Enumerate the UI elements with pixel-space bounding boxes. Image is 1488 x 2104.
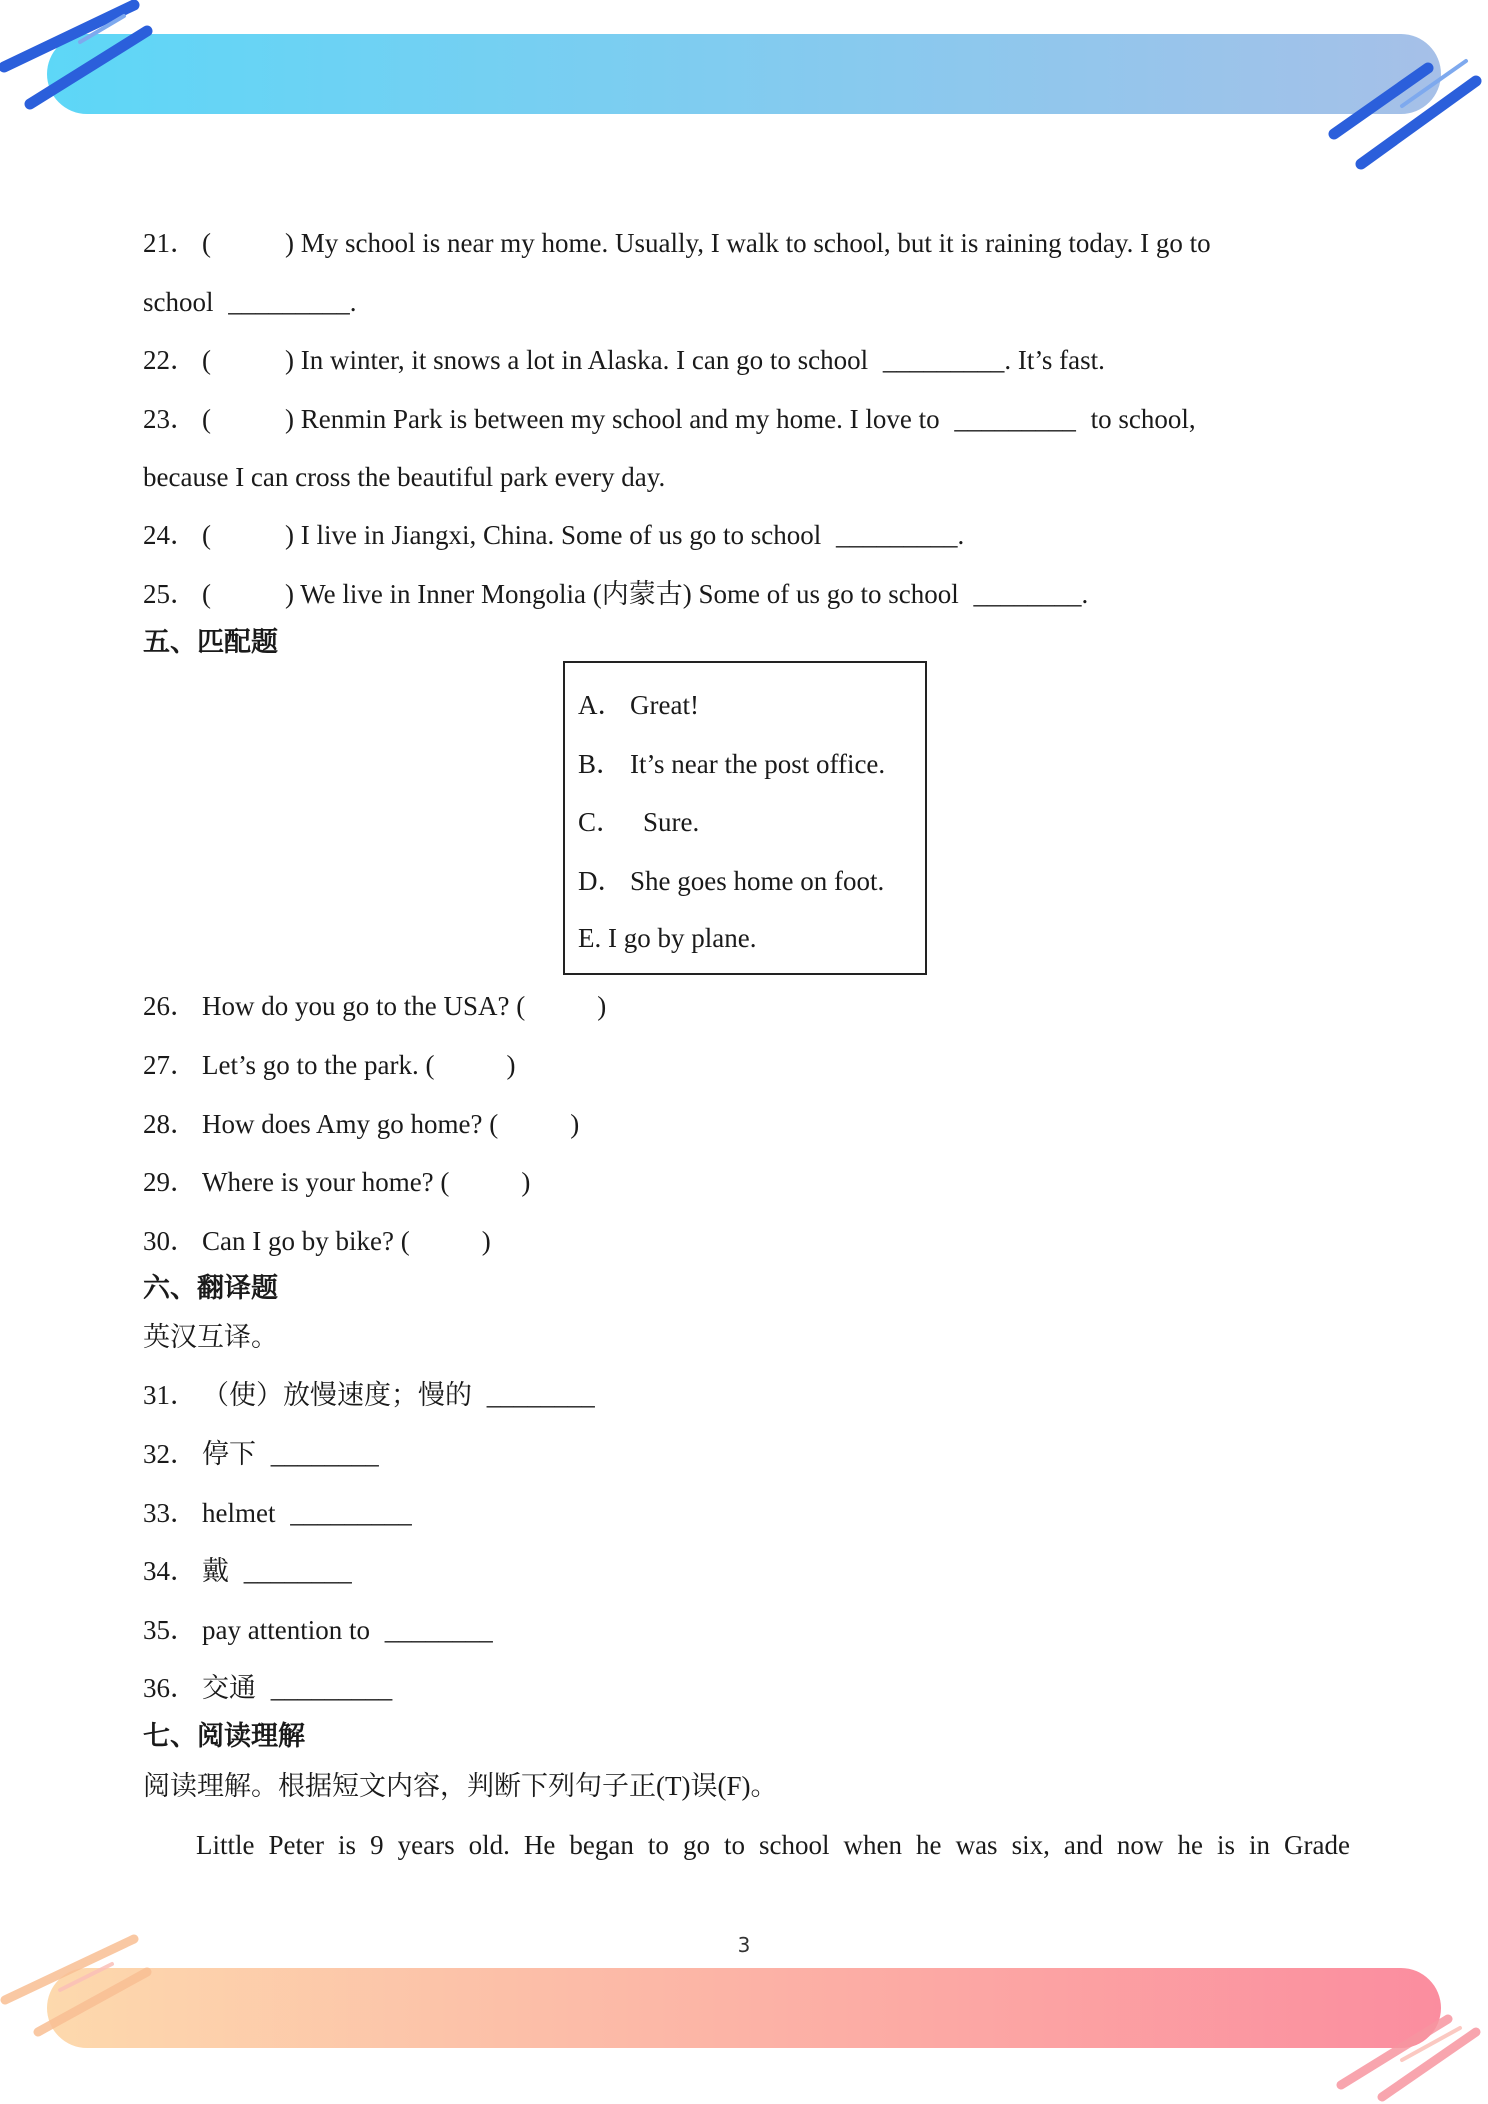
answer-paren-open: ( [425,1050,435,1080]
section-instruction: 阅读理解。根据短文内容，判断下列句子正(T)误(F)。 [143,1771,778,1801]
question-28 [143,1106,579,1142]
answer-paren-open: ( [440,1167,450,1197]
answer-paren-open: ( [202,228,211,258]
answer-paren-close: ) [481,1226,491,1256]
answer-blank: _________ [835,520,958,550]
option-text: Sure. [643,807,700,837]
question-text-end: . [1081,579,1089,609]
answer-blank: _________ [954,404,1076,434]
bottom-banner [47,1968,1441,2048]
section-instruction: 英汉互译。 [143,1322,278,1352]
answer-paren-close: ) [597,991,607,1021]
question-29 [143,1164,530,1200]
question-27 [143,1047,515,1083]
answer-paren-close: ) [570,1109,580,1139]
question-number: 24． [143,520,197,550]
answer-blank: _________ [270,1673,393,1703]
question-number: 22． [143,345,197,375]
question-31 [143,1377,595,1413]
option-d [578,863,884,899]
question-text: because I can cross the beautiful park every day. [143,462,666,492]
section-heading-matching: 五、匹配题 [143,627,278,657]
question-23 [143,401,1196,437]
answer-paren-close: ) [285,404,294,434]
answer-paren-close: ) [285,345,294,375]
option-b [578,746,885,782]
option-a [578,687,699,723]
answer-paren-open: ( [202,520,211,550]
question-text: Where is your home? [202,1167,434,1197]
question-number: 25． [143,579,197,609]
question-24 [143,517,964,553]
question-text: Let’s go to the park. [202,1050,419,1080]
question-33 [143,1495,412,1531]
answer-paren-open: ( [400,1226,410,1256]
top-banner [47,34,1441,114]
question-23-continuation [143,459,665,495]
question-text-end: . It’s fast. [1004,345,1105,375]
question-text: How does Amy go home? [202,1109,483,1139]
question-number: 23． [143,404,197,434]
question-text: 停下 [202,1439,256,1469]
question-21-continuation [143,284,357,320]
section-heading-translation: 六、翻译题 [143,1273,278,1303]
answer-paren-close: ) [285,228,294,258]
question-30 [143,1223,491,1259]
option-text: Great! [630,690,699,720]
option-letter: D． [578,866,625,896]
option-c [578,804,699,840]
option-letter: A． [578,690,625,720]
question-number: 36． [143,1673,197,1703]
answer-blank: _________ [882,345,1005,375]
answer-paren-close: ) [506,1050,516,1080]
question-text: Can I go by bike? [202,1226,394,1256]
question-21 [143,225,1211,261]
question-number: 29． [143,1167,197,1197]
question-number: 33． [143,1498,197,1528]
question-34 [143,1553,352,1589]
question-number: 21． [143,228,197,258]
question-text: pay attention to [202,1615,370,1645]
answer-blank: ________ [243,1556,352,1586]
matching-options-box [563,661,927,975]
page-number: 3 [737,1933,751,1957]
answer-blank: ________ [384,1615,493,1645]
answer-blank: ________ [973,579,1082,609]
answer-paren-close: ) [285,579,294,609]
question-text: We live in Inner Mongolia (内蒙古) Some of us go to school [300,579,959,609]
answer-blank: _________ [290,1498,412,1528]
question-number: 34． [143,1556,197,1586]
question-25 [143,576,1088,612]
question-32 [143,1436,379,1472]
question-text: 戴 [202,1556,229,1586]
answer-paren-open: ( [202,404,211,434]
question-text-end: to school, [1090,404,1196,434]
answer-paren-open: ( [202,579,211,609]
answer-blank: ________ [486,1380,595,1410]
question-number: 35． [143,1615,197,1645]
option-letter: E. [578,923,602,953]
option-text: She goes home on foot. [630,866,885,896]
question-text-end: . [349,287,357,317]
question-number: 30． [143,1226,197,1256]
answer-paren-open: ( [202,345,211,375]
question-text: My school is near my home. Usually, I walk to school, but it is raining today. I go to [300,228,1211,258]
question-text: （使）放慢速度；慢的 [202,1380,472,1410]
section-heading-reading: 七、阅读理解 [143,1721,305,1751]
question-26 [143,988,606,1024]
answer-blank: _________ [228,287,350,317]
question-text: How do you go to the USA? [202,991,510,1021]
option-letter: C． [578,807,624,837]
question-text: In winter, it snows a lot in Alaska. I can go to school [300,345,869,375]
question-text: Renmin Park is between my school and my home. I love to [300,404,940,434]
question-number: 31． [143,1380,197,1410]
question-35 [143,1612,493,1648]
option-letter: B． [578,749,624,779]
question-36 [143,1670,392,1706]
reading-passage: Little Peter is 9 years old. He began to go to school when he was six, and now he is in Grade [196,1830,1350,1860]
answer-paren-open: ( [489,1109,499,1139]
option-text: I go by plane. [608,923,757,953]
question-22 [143,342,1105,378]
option-text: It’s near the post office. [630,749,886,779]
question-number: 32． [143,1439,197,1469]
answer-paren-close: ) [285,520,294,550]
question-text: helmet [202,1498,276,1528]
question-text-end: . [957,520,965,550]
question-number: 26． [143,991,197,1021]
question-text: I live in Jiangxi, China. Some of us go to school [300,520,822,550]
question-number: 28． [143,1109,197,1139]
question-text: 交通 [202,1673,256,1703]
answer-paren-close: ) [521,1167,531,1197]
answer-paren-open: ( [516,991,526,1021]
answer-blank: ________ [270,1439,379,1469]
question-number: 27． [143,1050,197,1080]
question-text: school [143,287,214,317]
option-e [578,920,756,956]
